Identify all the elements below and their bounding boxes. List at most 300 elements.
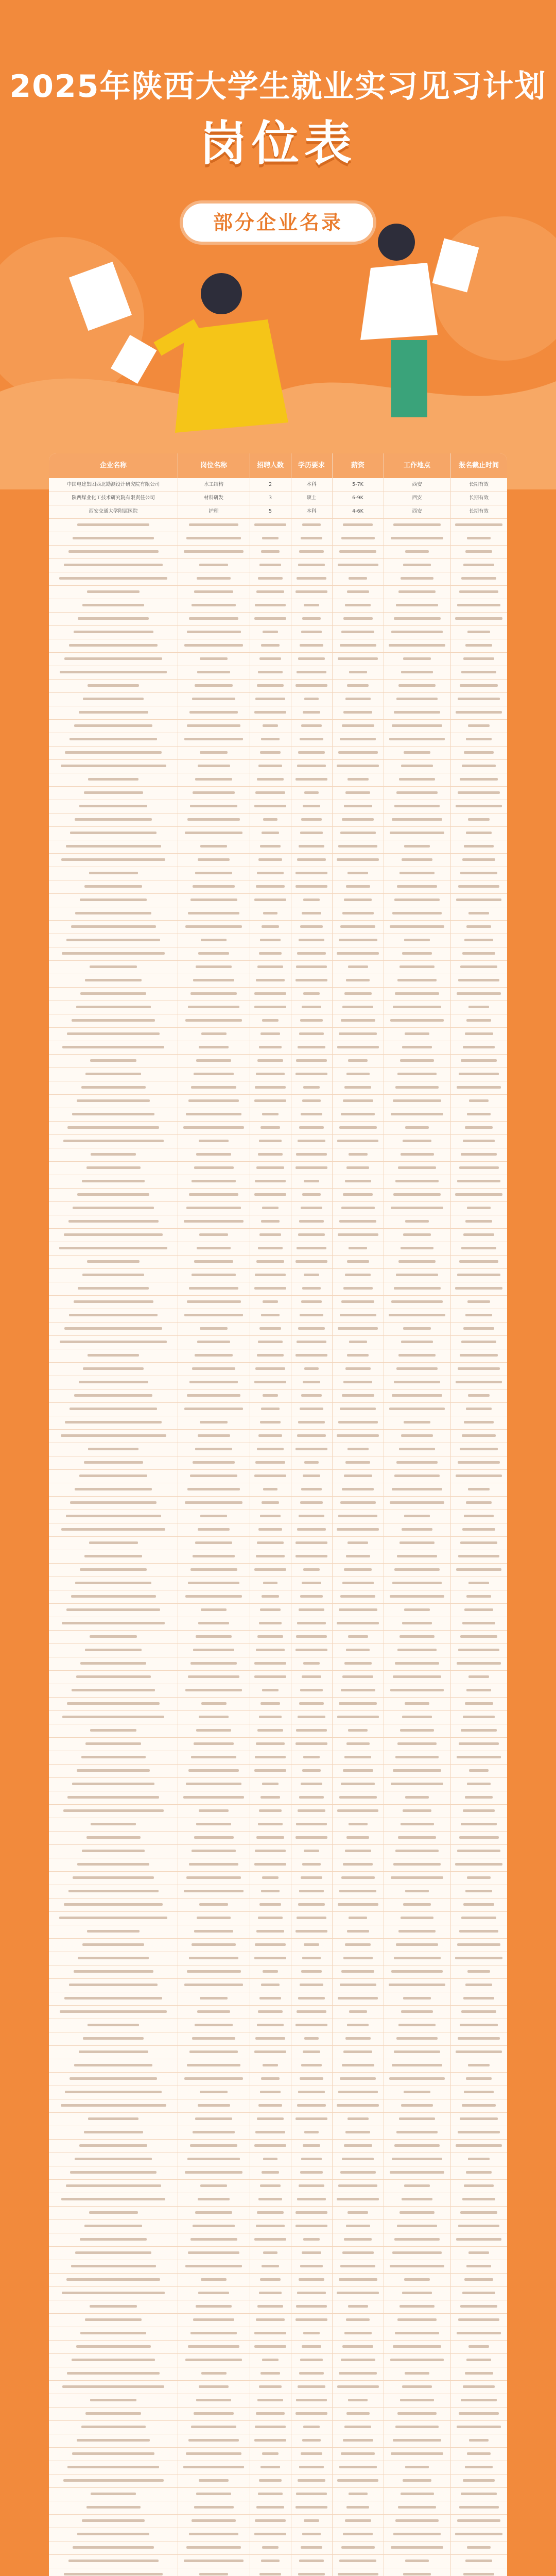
table-cell: [291, 1469, 332, 1483]
table-cell: [250, 2340, 291, 2353]
text-placeholder: [185, 1019, 241, 1022]
text-placeholder: [193, 2131, 235, 2133]
table-cell: [178, 2099, 250, 2112]
text-placeholder: [198, 858, 230, 861]
table-cell: [178, 1791, 250, 1804]
text-placeholder: [83, 2037, 144, 2040]
table-cell: [450, 2206, 507, 2219]
table-row: [49, 505, 507, 519]
text-placeholder: [349, 1341, 367, 1343]
table-cell: [178, 2407, 250, 2420]
table-cell: [49, 612, 178, 625]
table-cell: [291, 1041, 332, 1054]
table-cell: [49, 987, 178, 1001]
text-placeholder: [75, 1488, 152, 1490]
table-cell: [291, 1108, 332, 1121]
text-placeholder: [195, 2117, 233, 2120]
text-placeholder: [399, 1448, 435, 1450]
table-cell: [250, 733, 291, 746]
text-placeholder: [258, 1528, 282, 1531]
text-placeholder: [254, 1568, 286, 1571]
table-cell: [250, 1831, 291, 1844]
text-placeholder: [194, 590, 233, 593]
text-placeholder: [188, 2251, 240, 2254]
table-cell: [450, 2420, 507, 2434]
text-placeholder: [60, 2010, 167, 2013]
text-placeholder: [256, 2318, 285, 2321]
table-row: [49, 1429, 507, 1443]
table-cell: [49, 2059, 178, 2072]
table-row: [49, 2394, 507, 2408]
table-cell: [49, 532, 178, 545]
text-placeholder: [85, 2318, 142, 2321]
table-cell: [450, 1684, 507, 1697]
text-placeholder: [296, 590, 327, 593]
table-cell: [49, 880, 178, 893]
table-cell: [291, 1818, 332, 1831]
table-cell: [332, 1429, 384, 1443]
text-placeholder: [254, 1863, 286, 1866]
table-row: [49, 1201, 507, 1215]
table-cell: [384, 1724, 450, 1737]
text-placeholder: [403, 1903, 431, 1906]
text-placeholder: [462, 2104, 496, 2107]
text-placeholder: [188, 1582, 240, 1584]
text-placeholder: [85, 1649, 142, 1651]
table-cell: [250, 2019, 291, 2032]
table-cell: [49, 1925, 178, 1938]
text-placeholder: [198, 765, 230, 767]
table-row: [49, 1992, 507, 2006]
table-cell: [384, 907, 450, 920]
table-cell: [384, 1322, 450, 1335]
table-cell: [450, 1188, 507, 1201]
table-cell: [332, 639, 384, 652]
text-placeholder: [463, 2479, 495, 2482]
text-placeholder: [401, 577, 433, 580]
table-cell: [384, 2568, 450, 2576]
text-placeholder: [339, 2560, 376, 2562]
text-placeholder: [83, 1367, 144, 1370]
table-cell: [384, 1898, 450, 1911]
table-cell: [49, 2487, 178, 2501]
table-cell: [250, 893, 291, 907]
table-cell: [178, 1978, 250, 1992]
table-cell: [450, 2394, 507, 2407]
table-cell: [384, 1496, 450, 1510]
text-placeholder: [303, 1381, 320, 1383]
table-cell: [450, 1362, 507, 1376]
table-cell: [250, 1402, 291, 1416]
table-row: [49, 1657, 507, 1671]
text-placeholder: [466, 2077, 492, 2080]
table-cell: [384, 2300, 450, 2313]
header: [0, 0, 556, 489]
table-cell: [250, 1563, 291, 1577]
text-placeholder: [192, 1274, 235, 1276]
table-row: [49, 1335, 507, 1349]
table-cell: [291, 2394, 332, 2407]
table-row: [49, 1590, 507, 1604]
text-placeholder: [254, 1381, 286, 1383]
table-row: [49, 1067, 507, 1081]
table-row: [49, 2447, 507, 2461]
table-cell: [332, 1804, 384, 1818]
table-cell: [450, 733, 507, 746]
table-cell: [450, 1831, 507, 1844]
table-cell: [49, 1416, 178, 1429]
table-row: [49, 1858, 507, 1872]
text-placeholder: [302, 617, 320, 620]
table-cell: [384, 1670, 450, 1684]
table-cell: [49, 2554, 178, 2568]
text-placeholder: [405, 1796, 429, 1799]
text-placeholder: [456, 2238, 501, 2241]
text-placeholder: [395, 1180, 438, 1182]
text-placeholder: [390, 2171, 445, 2174]
text-placeholder: [296, 1073, 327, 1075]
text-placeholder: [296, 1649, 327, 1651]
table-cell: [250, 518, 291, 532]
text-placeholder: [398, 2506, 436, 2509]
text-placeholder: [298, 1327, 325, 1330]
text-placeholder: [257, 1635, 283, 1638]
text-placeholder: [64, 1997, 162, 1999]
text-placeholder: [301, 1113, 322, 1115]
text-placeholder: [187, 1970, 241, 1973]
text-placeholder: [458, 698, 500, 700]
table-cell: [384, 1818, 450, 1831]
table-cell: [450, 599, 507, 612]
text-placeholder: [402, 1046, 431, 1048]
table-cell: [384, 1282, 450, 1295]
text-placeholder: [390, 2265, 444, 2267]
table-cell: [178, 1831, 250, 1844]
table-cell: [384, 1630, 450, 1643]
text-placeholder: [405, 2466, 429, 2468]
text-placeholder: [462, 2198, 496, 2200]
text-placeholder: [262, 2171, 279, 2174]
text-placeholder: [337, 952, 379, 955]
text-placeholder: [259, 1233, 281, 1236]
text-placeholder: [73, 1207, 154, 1209]
text-placeholder: [81, 1756, 146, 1758]
text-placeholder: [258, 2493, 283, 2495]
table-cell: [178, 572, 250, 585]
table-cell: [178, 1804, 250, 1818]
table-cell: [49, 1041, 178, 1054]
text-placeholder: [299, 1702, 324, 1705]
table-cell: [450, 1108, 507, 1121]
table-cell: [250, 572, 291, 585]
table-cell: [332, 1858, 384, 1871]
table-cell: [49, 599, 178, 612]
text-placeholder: [348, 1059, 368, 1062]
text-placeholder: [342, 724, 374, 727]
text-placeholder: [256, 979, 285, 981]
table-row: [49, 2219, 507, 2233]
table-cell: [250, 2126, 291, 2139]
table-cell: [332, 1362, 384, 1376]
text-placeholder: [405, 550, 429, 553]
table-cell: [384, 1335, 450, 1349]
text-placeholder: [254, 2345, 286, 2348]
table-cell: [332, 1563, 384, 1577]
table-cell: [384, 1590, 450, 1603]
table-cell: [178, 1925, 250, 1938]
text-placeholder: [458, 2225, 499, 2227]
text-placeholder: [465, 1984, 492, 1986]
table-cell: [384, 2461, 450, 2474]
table-cell: [332, 1148, 384, 1161]
text-placeholder: [468, 2064, 490, 2066]
text-placeholder: [303, 899, 320, 901]
text-placeholder: [344, 899, 372, 901]
text-placeholder: [349, 2493, 368, 2495]
text-placeholder: [403, 1140, 431, 1142]
table-cell: [384, 2260, 450, 2273]
text-placeholder: [463, 564, 495, 566]
table-cell: [291, 1335, 332, 1349]
table-cell: [178, 585, 250, 599]
table-cell: [332, 2554, 384, 2568]
text-placeholder: [261, 1984, 280, 1986]
text-placeholder: [201, 1608, 227, 1611]
text-placeholder: [296, 1635, 327, 1638]
text-placeholder: [80, 899, 147, 901]
table-cell: [384, 1429, 450, 1443]
table-row: [49, 478, 507, 492]
text-placeholder: [85, 1742, 141, 1745]
table-row: [49, 1228, 507, 1242]
table-row: [49, 1188, 507, 1202]
text-placeholder: [68, 1890, 159, 1892]
table-cell: [332, 1764, 384, 1777]
text-placeholder: [72, 1783, 154, 1785]
text-placeholder: [403, 1997, 430, 1999]
text-placeholder: [463, 1233, 495, 1236]
table-row: [49, 826, 507, 840]
text-placeholder: [198, 1622, 229, 1624]
text-placeholder: [74, 631, 153, 633]
table-row: [49, 1885, 507, 1899]
table-cell: [250, 1081, 291, 1094]
table-cell: [332, 1590, 384, 1603]
text-placeholder: [404, 1515, 430, 1517]
table-cell: [49, 2273, 178, 2286]
table-cell: [332, 1242, 384, 1255]
table-cell: [384, 2166, 450, 2179]
table-cell: [250, 1349, 291, 1362]
table-cell: [49, 1670, 178, 1684]
table-cell: [49, 2032, 178, 2045]
table-cell: [250, 1282, 291, 1295]
text-placeholder: [64, 1327, 162, 1330]
text-placeholder: [468, 724, 490, 727]
text-placeholder: [392, 1582, 442, 1584]
table-cell: [49, 1443, 178, 1456]
table-cell: [332, 1777, 384, 1791]
table-cell: [178, 1322, 250, 1335]
table-row: [49, 1630, 507, 1644]
text-placeholder: [254, 1006, 286, 1008]
text-placeholder: [396, 1461, 437, 1464]
text-placeholder: [394, 617, 441, 620]
table-cell: [332, 759, 384, 773]
text-placeholder: [75, 912, 151, 914]
text-placeholder: [254, 2332, 286, 2334]
table-cell: [291, 1067, 332, 1081]
table-cell: [250, 1992, 291, 2005]
text-placeholder: [74, 1394, 153, 1397]
table-cell: [332, 1871, 384, 1885]
text-placeholder: [345, 2037, 371, 2040]
text-placeholder: [67, 2372, 160, 2375]
table-cell: [49, 1228, 178, 1242]
table-cell: [49, 1523, 178, 1536]
table-cell: [49, 1469, 178, 1483]
text-placeholder: [302, 1675, 321, 1678]
text-placeholder: [194, 2412, 234, 2415]
table-cell: [332, 934, 384, 947]
text-placeholder: [394, 2050, 440, 2053]
table-cell: [450, 2541, 507, 2554]
table-row: [49, 2286, 507, 2300]
table-row: [49, 1791, 507, 1805]
table-row: [49, 599, 507, 613]
table-cell: [178, 1108, 250, 1121]
text-placeholder: [189, 1287, 238, 1290]
table-cell: [384, 947, 450, 960]
text-placeholder: [196, 1059, 232, 1062]
text-placeholder: [468, 912, 490, 914]
text-placeholder: [341, 2546, 375, 2549]
table-cell: [384, 625, 450, 639]
text-placeholder: [339, 550, 376, 553]
text-placeholder: [82, 1274, 144, 1276]
text-placeholder: [300, 1595, 323, 1598]
table-cell: [250, 1804, 291, 1818]
table-cell: [332, 2461, 384, 2474]
table-cell: [291, 1429, 332, 1443]
table-cell: [49, 1751, 178, 1764]
text-placeholder: [457, 1086, 501, 1089]
text-placeholder: [401, 2104, 432, 2107]
text-placeholder: [460, 1354, 498, 1357]
table-cell: [49, 1322, 178, 1335]
table-cell: [49, 2327, 178, 2340]
table-row: [49, 1751, 507, 1765]
table-row: [49, 1416, 507, 1430]
table-cell: [450, 1925, 507, 1938]
table-cell: [450, 1027, 507, 1041]
text-placeholder: [260, 1796, 280, 1799]
text-placeholder: [455, 523, 502, 526]
text-placeholder: [345, 1367, 371, 1370]
table-cell: [291, 518, 332, 532]
table-cell: [291, 1134, 332, 1148]
table-cell: [332, 1911, 384, 1925]
text-placeholder: [460, 2024, 498, 2026]
table-cell: [291, 2112, 332, 2126]
text-placeholder: [79, 2144, 148, 2147]
text-placeholder: [392, 818, 442, 821]
text-placeholder: [297, 1622, 325, 1624]
table-cell: [250, 1911, 291, 1925]
table-cell: [384, 1456, 450, 1469]
table-cell: [250, 1041, 291, 1054]
table-cell: [250, 666, 291, 679]
table-cell: [250, 1550, 291, 1563]
table-row: [49, 1268, 507, 1282]
table-cell: [450, 2514, 507, 2528]
table-cell: [250, 880, 291, 893]
text-placeholder: [304, 1943, 319, 1946]
text-placeholder: [458, 1461, 499, 1464]
table-cell: [291, 1523, 332, 1536]
table-cell: [332, 692, 384, 706]
text-placeholder: [464, 2278, 493, 2281]
text-placeholder: [339, 1796, 377, 1799]
text-placeholder: [86, 2506, 141, 2509]
table-cell: [384, 1376, 450, 1389]
text-placeholder: [469, 1099, 489, 1102]
table-cell: [178, 1523, 250, 1536]
table-cell: [250, 2327, 291, 2340]
text-placeholder: [262, 2546, 278, 2549]
table-cell: [332, 2568, 384, 2576]
text-placeholder: [338, 1421, 378, 1423]
table-cell: [384, 1978, 450, 1992]
table-cell: [450, 1054, 507, 1067]
table-cell: [178, 2434, 250, 2447]
text-placeholder: [302, 523, 321, 526]
table-cell: [250, 1925, 291, 1938]
table-cell: [250, 532, 291, 545]
table-cell: [49, 733, 178, 746]
text-placeholder: [85, 1073, 141, 1075]
text-placeholder: [194, 1260, 233, 1263]
table-cell: [49, 1389, 178, 1402]
text-placeholder: [349, 2010, 367, 2013]
table-cell: [291, 1603, 332, 1617]
text-placeholder: [200, 657, 228, 660]
table-row: [49, 773, 507, 787]
text-placeholder: [460, 1635, 497, 1638]
text-placeholder: [394, 805, 440, 807]
text-placeholder: [346, 2225, 370, 2227]
text-placeholder: [299, 1126, 324, 1129]
table-cell: [250, 987, 291, 1001]
table-cell: [178, 1483, 250, 1496]
table-cell: [384, 1469, 450, 1483]
table-cell: [250, 759, 291, 773]
table-cell: [49, 2447, 178, 2461]
table-cell: [332, 2367, 384, 2380]
text-placeholder: [196, 2493, 231, 2495]
text-placeholder: [255, 604, 285, 606]
text-placeholder: [259, 1327, 281, 1330]
table-cell: [250, 2112, 291, 2126]
table-cell: [332, 2139, 384, 2153]
table-cell: [450, 1818, 507, 1831]
table-cell: [250, 706, 291, 719]
table-row: [49, 1684, 507, 1698]
table-cell: [178, 2380, 250, 2394]
text-placeholder: [464, 2091, 494, 2093]
text-placeholder: [465, 1890, 493, 1892]
text-placeholder: [337, 2104, 379, 2107]
